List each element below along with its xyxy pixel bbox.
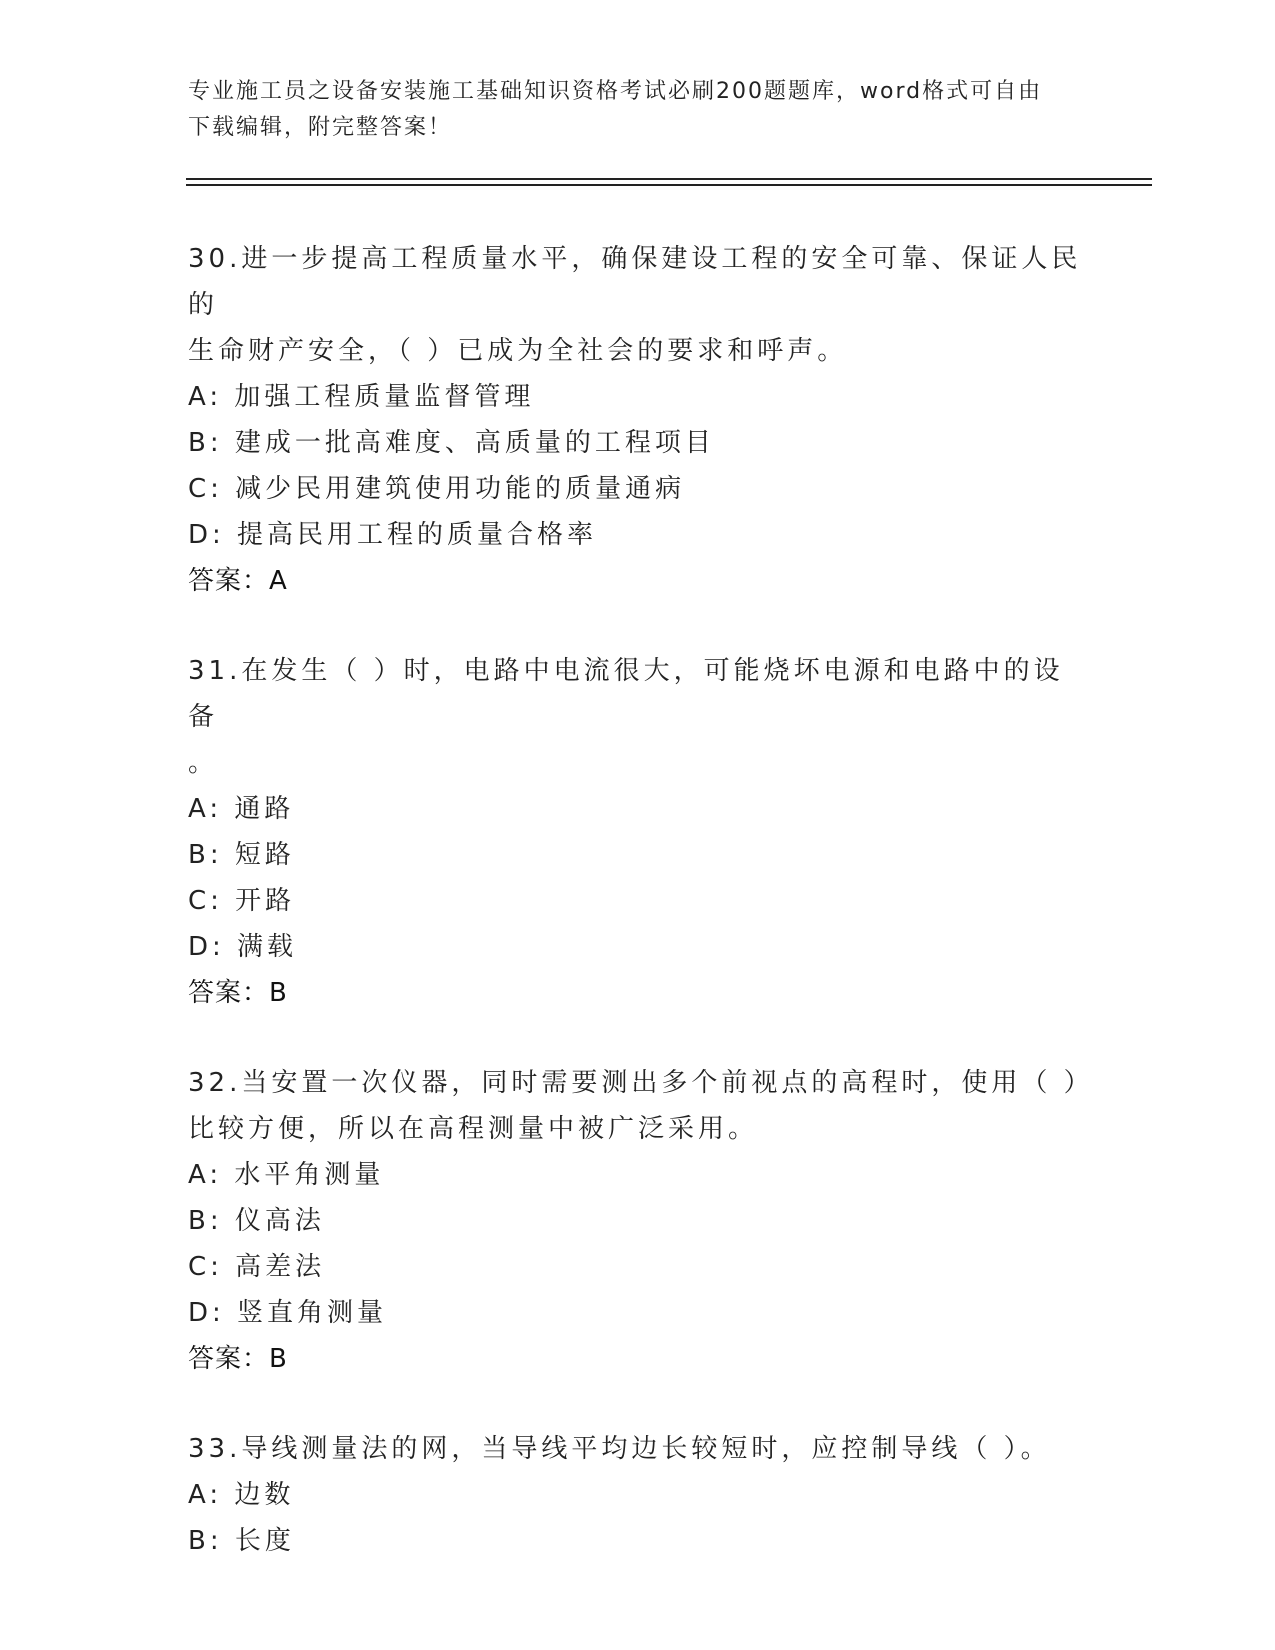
question-stem-line-2: 生命财产安全，（ ）已成为全社会的要求和呼声。 — [188, 336, 848, 366]
question-stem-line-1: 32.当安置一次仪器，同时需要测出多个前视点的高程时，使用（ ） — [188, 1068, 1094, 1098]
question-stem-line-2: 比较方便，所以在高程测量中被广泛采用。 — [188, 1114, 759, 1144]
question-list — [188, 236, 1094, 1608]
question-stem-line-2: 。 — [188, 748, 219, 778]
header-line-1: 专业施工员之设备安装施工基础知识资格考试必刷200题题库，word格式可自由 — [188, 79, 1043, 104]
question-stem-line-1: 33.导线测量法的网，当导线平均边长较短时，应控制导线（ ）。 — [188, 1434, 1051, 1464]
option-a: A: 水平角测量 — [188, 1160, 385, 1190]
option-a: A: 通路 — [188, 794, 295, 824]
option-c: C: 高差法 — [188, 1252, 326, 1282]
option-a: A: 边数 — [188, 1480, 295, 1510]
option-d: D: 提高民用工程的质量合格率 — [188, 520, 598, 550]
answer-label: 答案：A — [188, 566, 288, 596]
option-d: D: 竖直角测量 — [188, 1298, 388, 1328]
header-line-2: 下载编辑，附完整答案！ — [188, 115, 453, 140]
answer-label: 答案：B — [188, 978, 288, 1008]
option-b: B: 短路 — [188, 840, 295, 870]
question-33 — [188, 1426, 1088, 1564]
option-b: B: 建成一批高难度、高质量的工程项目 — [188, 428, 715, 458]
question-stem-line-1: 31.在发生（ ）时，电路中电流很大，可能烧坏电源和电路中的设备 — [188, 656, 1064, 732]
question-32 — [188, 1060, 1094, 1382]
question-30 — [188, 236, 1088, 604]
header-divider-top — [186, 178, 1152, 180]
option-c: C: 减少民用建筑使用功能的质量通病 — [188, 474, 686, 504]
option-b: B: 长度 — [188, 1526, 295, 1556]
question-stem-line-1: 30.进一步提高工程质量水平，确保建设工程的安全可靠、保证人民的 — [188, 244, 1082, 320]
option-d: D: 满载 — [188, 932, 298, 962]
header-divider-bottom — [186, 184, 1152, 186]
option-a: A: 加强工程质量监督管理 — [188, 382, 535, 412]
document-header — [188, 74, 1088, 146]
option-c: C: 开路 — [188, 886, 296, 916]
option-b: B: 仪高法 — [188, 1206, 325, 1236]
question-31 — [188, 648, 1088, 1016]
answer-label: 答案：B — [188, 1344, 288, 1374]
